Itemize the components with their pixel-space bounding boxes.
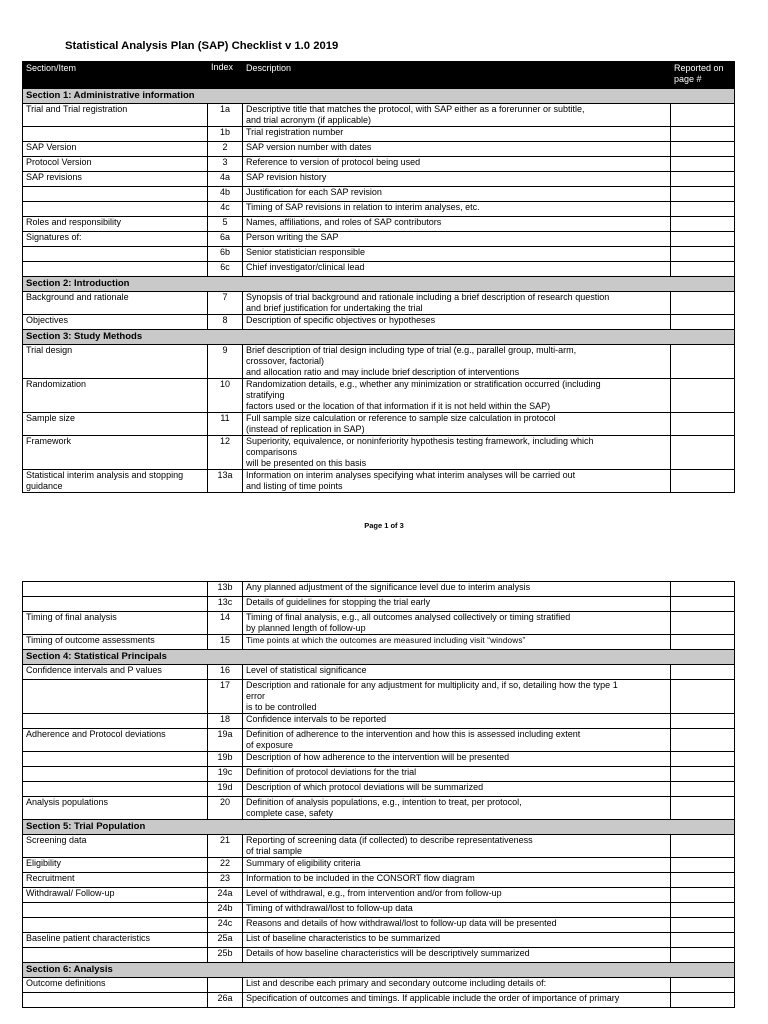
reported-page-cell[interactable]	[671, 888, 735, 903]
section-header-row	[23, 89, 735, 104]
item-description	[243, 247, 671, 262]
item-description	[243, 413, 671, 436]
reported-page-cell[interactable]	[671, 292, 735, 315]
description-line: Information on interim analyses specifying what interim analyses will be carried out	[246, 470, 576, 480]
item-index: 6c	[208, 262, 243, 277]
reported-page-cell[interactable]	[671, 918, 735, 933]
checklist-row	[23, 918, 735, 933]
checklist-row	[23, 142, 735, 157]
description-line: Level of statistical significance	[246, 665, 367, 675]
description-line: Reference to version of protocol being used	[246, 157, 421, 167]
checklist-row	[23, 262, 735, 277]
header-index: Index	[208, 62, 243, 89]
item-name: Signatures of:	[23, 232, 208, 247]
reported-page-cell[interactable]	[671, 345, 735, 379]
item-description	[243, 470, 671, 493]
item-index: 4b	[208, 187, 243, 202]
checklist-row	[23, 680, 735, 714]
item-description	[243, 858, 671, 873]
item-index: 19c	[208, 767, 243, 782]
checklist-row	[23, 187, 735, 202]
description-line: and allocation ratio and may include brief description of interventions	[246, 367, 520, 377]
item-index: 6b	[208, 247, 243, 262]
checklist-row	[23, 413, 735, 436]
item-name: Trial and Trial registration	[23, 104, 208, 127]
reported-page-cell[interactable]	[671, 948, 735, 963]
reported-page-cell[interactable]	[671, 873, 735, 888]
description-line: Person writing the SAP	[246, 232, 339, 242]
checklist-row	[23, 247, 735, 262]
reported-page-cell[interactable]	[671, 597, 735, 612]
checklist-row	[23, 729, 735, 752]
item-description	[243, 729, 671, 752]
description-line: and brief justification for undertaking the trial	[246, 303, 423, 313]
page-footer: Page 1 of 3	[364, 521, 404, 530]
header-description: Description	[243, 62, 671, 89]
description-line: Trial registration number	[246, 127, 344, 137]
item-description	[243, 232, 671, 247]
item-name	[23, 127, 208, 142]
checklist-row	[23, 635, 735, 650]
item-description	[243, 582, 671, 597]
checklist-table-page-1	[22, 61, 735, 493]
item-index: 16	[208, 665, 243, 680]
item-description	[243, 978, 671, 993]
item-description	[243, 888, 671, 903]
description-line: and trial acronym (if applicable)	[246, 115, 372, 125]
description-line: crossover, factorial)	[246, 356, 325, 366]
item-index: 8	[208, 315, 243, 330]
checklist-row	[23, 292, 735, 315]
description-line: List of baseline characteristics to be summarized	[246, 933, 441, 943]
item-index: 18	[208, 714, 243, 729]
item-name	[23, 582, 208, 597]
item-name: SAP revisions	[23, 172, 208, 187]
table-header-row	[23, 62, 735, 89]
section-title: Section 6: Analysis	[23, 963, 735, 978]
description-line: Specification of outcomes and timings. If applicable include the order of importance of primary	[246, 993, 620, 1003]
checklist-row	[23, 172, 735, 187]
document-title: Statistical Analysis Plan (SAP) Checklist v 1.0 2019	[65, 40, 339, 52]
item-index: 4a	[208, 172, 243, 187]
item-name: Baseline patient characteristics	[23, 933, 208, 948]
section-title: Section 3: Study Methods	[23, 330, 735, 345]
item-name	[23, 187, 208, 202]
reported-page-cell[interactable]	[671, 470, 735, 493]
checklist-row	[23, 993, 735, 1008]
item-index: 23	[208, 873, 243, 888]
item-name: Protocol Version	[23, 157, 208, 172]
item-description	[243, 918, 671, 933]
item-name	[23, 918, 208, 933]
reported-page-cell[interactable]	[671, 187, 735, 202]
item-description	[243, 597, 671, 612]
description-line: Level of withdrawal, e.g., from intervention and/or from follow-up	[246, 888, 502, 898]
description-line: Reporting of screening data (if collected) to describe representativeness	[246, 835, 533, 845]
item-description	[243, 665, 671, 680]
item-name	[23, 903, 208, 918]
item-description	[243, 680, 671, 714]
item-index: 5	[208, 217, 243, 232]
item-index: 1b	[208, 127, 243, 142]
item-name: Trial design	[23, 345, 208, 379]
item-index: 9	[208, 345, 243, 379]
reported-page-cell[interactable]	[671, 978, 735, 993]
description-line: comparisons	[246, 447, 298, 457]
item-index: 10	[208, 379, 243, 413]
item-description	[243, 903, 671, 918]
item-index: 25a	[208, 933, 243, 948]
item-index: 13c	[208, 597, 243, 612]
section-header-row	[23, 820, 735, 835]
reported-page-cell[interactable]	[671, 127, 735, 142]
reported-page-cell[interactable]	[671, 217, 735, 232]
description-line: of exposure	[246, 740, 294, 750]
item-index: 20	[208, 797, 243, 820]
item-name: Timing of final analysis	[23, 612, 208, 635]
item-index: 19a	[208, 729, 243, 752]
item-description	[243, 127, 671, 142]
item-name	[23, 767, 208, 782]
description-line: Timing of withdrawal/lost to follow-up data	[246, 903, 413, 913]
section-header-row	[23, 963, 735, 978]
description-line: Chief investigator/clinical lead	[246, 262, 365, 272]
reported-page-cell[interactable]	[671, 635, 735, 650]
checklist-row	[23, 714, 735, 729]
reported-page-cell[interactable]	[671, 767, 735, 782]
reported-page-cell[interactable]	[671, 752, 735, 767]
checklist-row	[23, 612, 735, 635]
item-description	[243, 933, 671, 948]
item-name: Screening data	[23, 835, 208, 858]
reported-page-cell[interactable]	[671, 933, 735, 948]
item-index: 15	[208, 635, 243, 650]
checklist-row	[23, 379, 735, 413]
description-line: Brief description of trial design including type of trial (e.g., parallel group, multi-arm,	[246, 345, 577, 355]
item-description	[243, 172, 671, 187]
checklist-row	[23, 888, 735, 903]
checklist-row	[23, 782, 735, 797]
reported-page-cell[interactable]	[671, 315, 735, 330]
checklist-row	[23, 315, 735, 330]
item-name	[23, 993, 208, 1008]
reported-page-cell[interactable]	[671, 379, 735, 413]
reported-page-cell[interactable]	[671, 714, 735, 729]
item-index: 3	[208, 157, 243, 172]
description-line: will be presented on this basis	[246, 458, 367, 468]
checklist-row	[23, 232, 735, 247]
description-line: Time points at which the outcomes are measured including visit “windows”	[246, 636, 526, 645]
description-line: Description of which protocol deviations will be summarized	[246, 782, 484, 792]
item-name	[23, 262, 208, 277]
item-name: Objectives	[23, 315, 208, 330]
item-description	[243, 262, 671, 277]
item-name: Analysis populations	[23, 797, 208, 820]
item-description	[243, 104, 671, 127]
item-index: 4c	[208, 202, 243, 217]
item-index: 19b	[208, 752, 243, 767]
reported-page-cell[interactable]	[671, 612, 735, 635]
reported-page-cell[interactable]	[671, 142, 735, 157]
item-description	[243, 292, 671, 315]
item-index: 17	[208, 680, 243, 714]
item-description	[243, 993, 671, 1008]
section-title: Section 1: Administrative information	[23, 89, 735, 104]
checklist-row	[23, 933, 735, 948]
description-line: Justification for each SAP revision	[246, 187, 382, 197]
reported-page-cell[interactable]	[671, 172, 735, 187]
description-line: Definition of adherence to the intervention and how this is assessed including extent	[246, 729, 581, 739]
description-line: Description of how adherence to the intervention will be presented	[246, 752, 510, 762]
item-description	[243, 797, 671, 820]
reported-page-cell[interactable]	[671, 993, 735, 1008]
description-line: Description and rationale for any adjustment for multiplicity and, if so, detailing how the type 1	[246, 680, 618, 690]
checklist-row	[23, 752, 735, 767]
item-description	[243, 752, 671, 767]
item-description	[243, 315, 671, 330]
item-name: Eligibility	[23, 858, 208, 873]
item-index	[208, 978, 243, 993]
checklist-row	[23, 104, 735, 127]
item-name	[23, 202, 208, 217]
item-name	[23, 680, 208, 714]
description-line: by planned length of follow-up	[246, 623, 366, 633]
item-description	[243, 187, 671, 202]
description-line: Senior statistician responsible	[246, 247, 366, 257]
reported-page-cell[interactable]	[671, 903, 735, 918]
reported-page-cell[interactable]	[671, 680, 735, 714]
checklist-row	[23, 597, 735, 612]
section-title: Section 5: Trial Population	[23, 820, 735, 835]
reported-page-cell[interactable]	[671, 202, 735, 217]
item-name	[23, 714, 208, 729]
item-description	[243, 835, 671, 858]
description-line: Definition of protocol deviations for the trial	[246, 767, 417, 777]
section-header-row	[23, 650, 735, 665]
description-line: of trial sample	[246, 846, 303, 856]
checklist-row	[23, 767, 735, 782]
checklist-row	[23, 345, 735, 379]
header-section-item: Section/Item	[23, 62, 208, 89]
reported-page-cell[interactable]	[671, 858, 735, 873]
item-description	[243, 345, 671, 379]
checklist-row	[23, 665, 735, 680]
item-description	[243, 612, 671, 635]
item-index: 25b	[208, 948, 243, 963]
checklist-row	[23, 978, 735, 993]
description-line: List and describe each primary and secondary outcome including details of:	[246, 978, 547, 988]
description-line: Descriptive title that matches the protocol, with SAP either as a forerunner or subtitle,	[246, 104, 585, 114]
item-index: 7	[208, 292, 243, 315]
item-description	[243, 782, 671, 797]
item-description	[243, 379, 671, 413]
item-name: Confidence intervals and P values	[23, 665, 208, 680]
item-index: 26a	[208, 993, 243, 1008]
description-line: SAP revision history	[246, 172, 327, 182]
description-line: is to be controlled	[246, 702, 317, 712]
reported-page-cell[interactable]	[671, 582, 735, 597]
item-index: 2	[208, 142, 243, 157]
checklist-row	[23, 948, 735, 963]
description-line: Reasons and details of how withdrawal/lost to follow-up data will be presented	[246, 918, 557, 928]
item-name: Randomization	[23, 379, 208, 413]
item-name: SAP Version	[23, 142, 208, 157]
reported-page-cell[interactable]	[671, 797, 735, 820]
item-description	[243, 873, 671, 888]
item-description	[243, 217, 671, 232]
reported-page-cell[interactable]	[671, 436, 735, 470]
item-name	[23, 247, 208, 262]
description-line: SAP version number with dates	[246, 142, 372, 152]
item-name: Roles and responsibility	[23, 217, 208, 232]
reported-page-cell[interactable]	[671, 232, 735, 247]
description-line: Synopsis of trial background and rationale including a brief description of research question	[246, 292, 610, 302]
description-line: and listing of time points	[246, 481, 343, 491]
checklist-table-page-2	[22, 581, 735, 1008]
checklist-row	[23, 797, 735, 820]
reported-page-cell[interactable]	[671, 262, 735, 277]
item-index: 12	[208, 436, 243, 470]
item-name: Recruitment	[23, 873, 208, 888]
item-description	[243, 202, 671, 217]
item-index: 1a	[208, 104, 243, 127]
item-name	[23, 948, 208, 963]
checklist-row	[23, 835, 735, 858]
reported-page-cell[interactable]	[671, 247, 735, 262]
reported-page-cell[interactable]	[671, 104, 735, 127]
description-line: factors used or the location of that information if it is not held within the SAP)	[246, 401, 551, 411]
item-index: 21	[208, 835, 243, 858]
description-line: Confidence intervals to be reported	[246, 714, 387, 724]
description-line: Details of how baseline characteristics will be descriptively summarized	[246, 948, 530, 958]
section-header-row	[23, 330, 735, 345]
description-line: Details of guidelines for stopping the trial early	[246, 597, 431, 607]
item-description	[243, 635, 671, 650]
checklist-row	[23, 873, 735, 888]
item-name	[23, 597, 208, 612]
checklist-row	[23, 127, 735, 142]
description-line: Timing of SAP revisions in relation to interim analyses, etc.	[246, 202, 480, 212]
description-line: Superiority, equivalence, or noninferiority hypothesis testing framework, including which	[246, 436, 594, 446]
description-line: complete case, safety	[246, 808, 334, 818]
reported-page-cell[interactable]	[671, 729, 735, 752]
item-name: Adherence and Protocol deviations	[23, 729, 208, 752]
description-line: Names, affiliations, and roles of SAP contributors	[246, 217, 442, 227]
checklist-row	[23, 582, 735, 597]
page-2	[0, 581, 768, 1024]
reported-page-cell[interactable]	[671, 782, 735, 797]
item-description	[243, 157, 671, 172]
item-description	[243, 142, 671, 157]
item-index: 14	[208, 612, 243, 635]
item-index: 6a	[208, 232, 243, 247]
item-index: 11	[208, 413, 243, 436]
reported-page-cell[interactable]	[671, 157, 735, 172]
description-line: Full sample size calculation or reference to sample size calculation in protocol	[246, 413, 556, 423]
description-line: Description of specific objectives or hypotheses	[246, 315, 436, 325]
item-index: 22	[208, 858, 243, 873]
checklist-row	[23, 903, 735, 918]
section-header-row	[23, 277, 735, 292]
checklist-row	[23, 470, 735, 493]
item-name: Framework	[23, 436, 208, 470]
description-line: error	[246, 691, 266, 701]
item-name: Statistical interim analysis and stopping guidance	[23, 470, 208, 493]
item-index: 24c	[208, 918, 243, 933]
description-line: Randomization details, e.g., whether any minimization or stratification occurred (including	[246, 379, 601, 389]
item-name: Withdrawal/ Follow-up	[23, 888, 208, 903]
header-reported-on-page: Reported on page #	[671, 62, 735, 89]
item-name: Background and rationale	[23, 292, 208, 315]
item-description	[243, 767, 671, 782]
checklist-row	[23, 858, 735, 873]
checklist-row	[23, 217, 735, 232]
section-title: Section 4: Statistical Principals	[23, 650, 735, 665]
description-line: Definition of analysis populations, e.g., intention to treat, per protocol,	[246, 797, 522, 807]
description-line: (instead of replication in SAP)	[246, 424, 365, 434]
item-index: 13a	[208, 470, 243, 493]
description-line: stratifying	[246, 390, 285, 400]
item-name: Outcome definitions	[23, 978, 208, 993]
item-name	[23, 752, 208, 767]
item-description	[243, 948, 671, 963]
description-line: Summary of eligibility criteria	[246, 858, 361, 868]
item-index: 24b	[208, 903, 243, 918]
description-line: Information to be included in the CONSORT flow diagram	[246, 873, 475, 883]
checklist-row	[23, 436, 735, 470]
checklist-row	[23, 157, 735, 172]
description-line: Timing of final analysis, e.g., all outcomes analysed collectively or timing stratified	[246, 612, 571, 622]
item-index: 13b	[208, 582, 243, 597]
reported-page-cell[interactable]	[671, 665, 735, 680]
item-index: 19d	[208, 782, 243, 797]
item-name	[23, 782, 208, 797]
item-name: Timing of outcome assessments	[23, 635, 208, 650]
section-title: Section 2: Introduction	[23, 277, 735, 292]
item-description	[243, 436, 671, 470]
item-description	[243, 714, 671, 729]
item-name: Sample size	[23, 413, 208, 436]
description-line: Any planned adjustment of the significance level due to interim analysis	[246, 582, 531, 592]
reported-page-cell[interactable]	[671, 835, 735, 858]
checklist-row	[23, 202, 735, 217]
reported-page-cell[interactable]	[671, 413, 735, 436]
item-index: 24a	[208, 888, 243, 903]
